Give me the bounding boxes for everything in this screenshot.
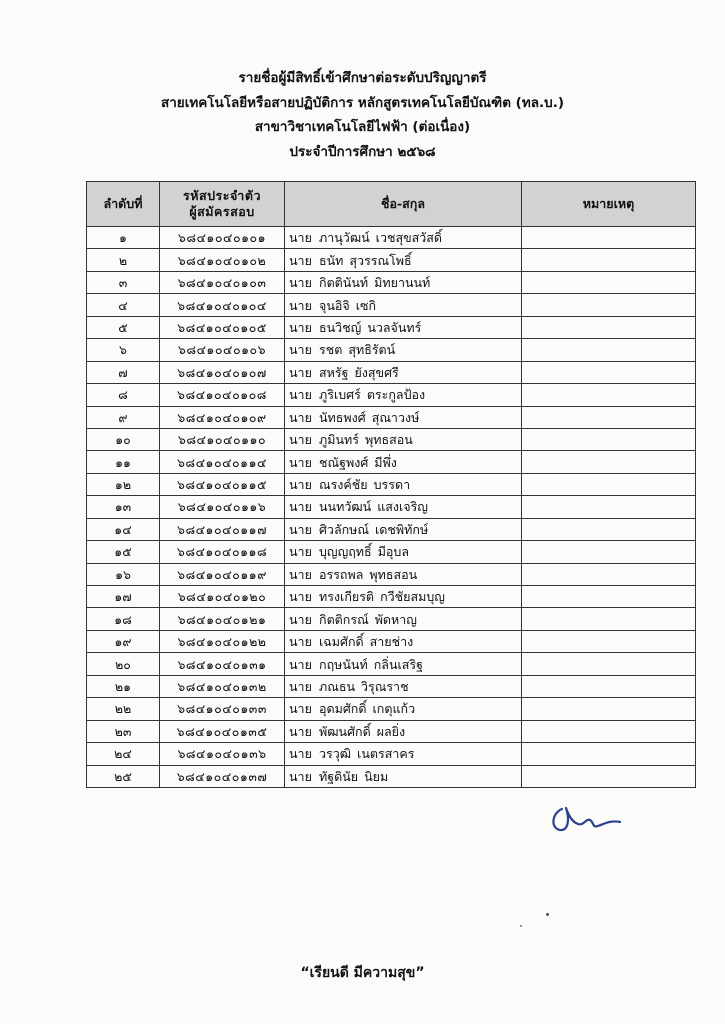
cell-note <box>522 541 696 563</box>
table-row <box>87 765 696 787</box>
cell-note <box>522 630 696 652</box>
header-id-line-2: ผู้สมัครสอบ <box>189 204 255 219</box>
cell-applicant-id: ๖๘๔๑๐๔๐๑๓๕ <box>160 720 285 742</box>
cell-note <box>522 406 696 428</box>
cell-applicant-id: ๖๘๔๑๐๔๐๑๒๑ <box>160 608 285 630</box>
name-prefix: นาย <box>289 678 312 694</box>
cell-no: ๒๑ <box>87 675 160 697</box>
cell-name <box>285 294 522 316</box>
first-name: ณรงค์ชัย <box>319 477 368 493</box>
cell-no: ๑๕ <box>87 541 160 563</box>
name-prefix: นาย <box>289 521 312 537</box>
table-row <box>87 608 696 630</box>
name-prefix: นาย <box>289 387 312 403</box>
first-name: อรรถพล <box>319 566 364 582</box>
signature-mark <box>548 800 628 840</box>
last-name: เนตรสาคร <box>357 746 415 762</box>
cell-applicant-id: ๖๘๔๑๐๔๐๑๐๗ <box>160 361 285 383</box>
cell-applicant-id: ๖๘๔๑๐๔๐๑๐๖ <box>160 339 285 361</box>
cell-applicant-id: ๖๘๔๑๐๔๐๑๐๕ <box>160 316 285 338</box>
cell-name <box>285 496 522 518</box>
cell-applicant-id: ๖๘๔๑๐๔๐๑๑๘ <box>160 541 285 563</box>
first-name: นนทวัฒน์ <box>319 499 372 515</box>
first-name: ศิวลักษณ์ <box>319 521 370 537</box>
name-prefix: นาย <box>289 566 312 582</box>
header-no: ลำดับที่ <box>87 182 160 227</box>
cell-no: ๑ <box>87 227 160 249</box>
first-name: บุญญฤทธิ์ <box>319 544 372 560</box>
name-prefix: นาย <box>289 723 312 739</box>
cell-note <box>522 473 696 495</box>
first-name: ภูมินทร์ <box>319 432 359 448</box>
cell-name <box>285 473 522 495</box>
last-name: ผลยิ่ง <box>376 723 406 739</box>
first-name: ภณธน <box>319 678 356 694</box>
last-name: เดชพิทักษ์ <box>375 521 429 537</box>
cell-applicant-id: ๖๘๔๑๐๔๐๑๓๖ <box>160 743 285 765</box>
cell-name <box>285 630 522 652</box>
name-prefix: นาย <box>289 634 312 650</box>
cell-note <box>522 496 696 518</box>
table-row <box>87 541 696 563</box>
last-name: แสงเจริญ <box>377 499 428 515</box>
first-name: สหรัฐ <box>319 364 349 380</box>
name-prefix: นาย <box>289 409 312 425</box>
cell-name <box>285 608 522 630</box>
name-prefix: นาย <box>289 589 312 605</box>
name-prefix: นาย <box>289 656 312 672</box>
first-name: ธนัท <box>319 252 344 268</box>
last-name: นิยม <box>364 768 389 784</box>
cell-no: ๑๑ <box>87 451 160 473</box>
cell-no: ๑๒ <box>87 473 160 495</box>
table-row <box>87 361 696 383</box>
cell-name <box>285 451 522 473</box>
table-row <box>87 227 696 249</box>
first-name: ภานุวัฒน์ <box>319 230 370 246</box>
name-prefix: นาย <box>289 364 312 380</box>
cell-applicant-id: ๖๘๔๑๐๔๐๑๓๒ <box>160 675 285 697</box>
first-name: รชต <box>319 342 343 358</box>
table-row <box>87 630 696 652</box>
table-row <box>87 496 696 518</box>
cell-note <box>522 361 696 383</box>
speck-mark <box>520 925 522 927</box>
first-name: ธนวิชญ์ <box>319 319 362 335</box>
cell-applicant-id: ๖๘๔๑๐๔๐๑๐๙ <box>160 406 285 428</box>
cell-name <box>285 518 522 540</box>
cell-applicant-id: ๖๘๔๑๐๔๐๑๓๗ <box>160 765 285 787</box>
table-row <box>87 698 696 720</box>
last-name: ยังสุขศรี <box>354 364 399 380</box>
cell-no: ๑๐ <box>87 428 160 450</box>
cell-note <box>522 608 696 630</box>
cell-name <box>285 339 522 361</box>
first-name: ชณัฐพงศ์ <box>319 454 369 470</box>
cell-note <box>522 384 696 406</box>
last-name: เกตุแก้ว <box>372 701 416 717</box>
cell-name <box>285 316 522 338</box>
cell-no: ๒๓ <box>87 720 160 742</box>
cell-applicant-id: ๖๘๔๑๐๔๐๑๑๐ <box>160 428 285 450</box>
cell-name <box>285 563 522 585</box>
cell-note <box>522 316 696 338</box>
table-row <box>87 473 696 495</box>
cell-no: ๕ <box>87 316 160 338</box>
header-row <box>87 182 696 227</box>
last-name: บรรดา <box>373 477 411 493</box>
cell-applicant-id: ๖๘๔๑๐๔๐๑๐๔ <box>160 294 285 316</box>
table-row <box>87 271 696 293</box>
table-row <box>87 428 696 450</box>
cell-name <box>285 675 522 697</box>
cell-no: ๓ <box>87 271 160 293</box>
last-name: นวลจันทร์ <box>367 319 422 335</box>
last-name: มิทยานนท์ <box>374 275 431 291</box>
name-prefix: นาย <box>289 252 312 268</box>
heading-line-3: สาขาวิชาเทคโนโลยีไฟฟ้า (ต่อเนื่อง) <box>254 119 471 135</box>
cell-note <box>522 765 696 787</box>
table-row <box>87 451 696 473</box>
speck-mark <box>546 913 549 916</box>
cell-note <box>522 518 696 540</box>
cell-note <box>522 294 696 316</box>
first-name: กิตตินันท์ <box>319 275 369 291</box>
first-name: จุนอิจิ <box>319 297 350 313</box>
last-name: สุณาวงษ์ <box>371 409 420 425</box>
last-name: มีพึ่ง <box>374 454 397 470</box>
first-name: พัฒนศักดิ์ <box>319 723 371 739</box>
cell-applicant-id: ๖๘๔๑๐๔๐๑๓๓ <box>160 698 285 720</box>
table-row <box>87 249 696 271</box>
cell-no: ๙ <box>87 406 160 428</box>
cell-name <box>285 227 522 249</box>
first-name: อุดมศักดิ์ <box>319 701 367 717</box>
table-body <box>87 227 696 788</box>
name-prefix: นาย <box>289 701 312 717</box>
cell-applicant-id: ๖๘๔๑๐๔๐๑๐๑ <box>160 227 285 249</box>
cell-note <box>522 586 696 608</box>
last-name: สุวรรณโพธิ์ <box>349 252 412 268</box>
table-header <box>87 182 696 227</box>
last-name: กลิ่นเสริฐ <box>373 656 424 672</box>
cell-applicant-id: ๖๘๔๑๐๔๐๑๐๒ <box>160 249 285 271</box>
cell-name <box>285 406 522 428</box>
cell-applicant-id: ๖๘๔๑๐๔๐๑๓๑ <box>160 653 285 675</box>
cell-note <box>522 698 696 720</box>
cell-no: ๑๙ <box>87 630 160 652</box>
heading-line-2: สายเทคโนโลยีหรือสายปฏิบัติการ หลักสูตรเทคโนโลยีบัณฑิต (ทล.บ.) <box>160 94 565 111</box>
cell-name <box>285 541 522 563</box>
table-row <box>87 675 696 697</box>
cell-no: ๑๔ <box>87 518 160 540</box>
table-row <box>87 316 696 338</box>
last-name: เซกิ <box>355 297 377 313</box>
cell-applicant-id: ๖๘๔๑๐๔๐๑๑๙ <box>160 563 285 585</box>
cell-name <box>285 720 522 742</box>
cell-name <box>285 698 522 720</box>
name-prefix: นาย <box>289 319 312 335</box>
last-name: กวีชัยสมบุญ <box>380 589 445 605</box>
cell-name <box>285 653 522 675</box>
table-row <box>87 406 696 428</box>
name-prefix: นาย <box>289 230 312 246</box>
last-name: พุทธสอน <box>364 432 413 448</box>
table-row <box>87 720 696 742</box>
first-name: ภูริเบศร์ <box>319 387 361 403</box>
table-row <box>87 384 696 406</box>
name-prefix: นาย <box>289 477 312 493</box>
cell-note <box>522 720 696 742</box>
table-row <box>87 518 696 540</box>
last-name: พัดหาญ <box>374 611 417 627</box>
name-prefix: นาย <box>289 499 312 515</box>
cell-note <box>522 653 696 675</box>
table-row <box>87 586 696 608</box>
name-prefix: นาย <box>289 342 312 358</box>
cell-applicant-id: ๖๘๔๑๐๔๐๑๑๖ <box>160 496 285 518</box>
cell-applicant-id: ๖๘๔๑๐๔๐๑๒๐ <box>160 586 285 608</box>
last-name: วิรุณราช <box>361 678 409 694</box>
cell-no: ๑๘ <box>87 608 160 630</box>
name-prefix: นาย <box>289 454 312 470</box>
cell-no: ๒๐ <box>87 653 160 675</box>
cell-applicant-id: ๖๘๔๑๐๔๐๑๐๓ <box>160 271 285 293</box>
footer-motto: “เรียนดี มีความสุข” <box>300 965 425 981</box>
last-name: มีอุบล <box>377 544 410 560</box>
heading-line-1: รายชื่อผู้มีสิทธิ์เข้าศึกษาต่อระดับปริญญาตรี <box>238 70 487 86</box>
last-name: ตระกูลป้อง <box>366 387 426 403</box>
cell-name <box>285 249 522 271</box>
document-heading <box>0 66 725 164</box>
cell-note <box>522 249 696 271</box>
cell-name <box>285 743 522 765</box>
first-name: วรวุฒิ <box>319 746 352 762</box>
cell-note <box>522 227 696 249</box>
cell-no: ๒ <box>87 249 160 271</box>
name-prefix: นาย <box>289 544 312 560</box>
cell-applicant-id: ๖๘๔๑๐๔๐๑๑๕ <box>160 473 285 495</box>
table-row <box>87 743 696 765</box>
first-name: กิตติกรณ์ <box>319 611 369 627</box>
header-id <box>160 182 285 227</box>
cell-no: ๑๖ <box>87 563 160 585</box>
cell-name <box>285 765 522 787</box>
cell-note <box>522 451 696 473</box>
first-name: กฤษนันท์ <box>319 656 368 672</box>
cell-name <box>285 384 522 406</box>
cell-no: ๗ <box>87 361 160 383</box>
name-prefix: นาย <box>289 768 312 784</box>
cell-note <box>522 271 696 293</box>
last-name: พุทธสอน <box>369 566 418 582</box>
last-name: สายช่าง <box>369 634 414 650</box>
cell-no: ๘ <box>87 384 160 406</box>
cell-name <box>285 361 522 383</box>
cell-no: ๒๒ <box>87 698 160 720</box>
cell-note <box>522 563 696 585</box>
header-note: หมายเหตุ <box>522 182 696 227</box>
cell-name <box>285 428 522 450</box>
last-name: เวชสุขสวัสดิ์ <box>375 230 443 246</box>
cell-note <box>522 743 696 765</box>
first-name: ทัฐดินัย <box>319 768 359 784</box>
cell-no: ๑๓ <box>87 496 160 518</box>
header-id-line-1: รหัสประจำตัว <box>183 188 261 203</box>
header-name: ชื่อ-สกุล <box>285 182 522 227</box>
table-row <box>87 339 696 361</box>
cell-note <box>522 675 696 697</box>
table-row <box>87 294 696 316</box>
cell-note <box>522 428 696 450</box>
table-row <box>87 653 696 675</box>
name-prefix: นาย <box>289 432 312 448</box>
name-prefix: นาย <box>289 746 312 762</box>
cell-no: ๒๕ <box>87 765 160 787</box>
applicant-table <box>86 181 696 788</box>
cell-no: ๔ <box>87 294 160 316</box>
first-name: นัทธพงศ์ <box>319 409 366 425</box>
cell-applicant-id: ๖๘๔๑๐๔๐๑๐๘ <box>160 384 285 406</box>
cell-name <box>285 586 522 608</box>
cell-no: ๑๗ <box>87 586 160 608</box>
cell-name <box>285 271 522 293</box>
cell-no: ๖ <box>87 339 160 361</box>
cell-applicant-id: ๖๘๔๑๐๔๐๑๑๗ <box>160 518 285 540</box>
name-prefix: นาย <box>289 611 312 627</box>
cell-applicant-id: ๖๘๔๑๐๔๐๑๑๔ <box>160 451 285 473</box>
table-row <box>87 563 696 585</box>
name-prefix: นาย <box>289 297 312 313</box>
heading-line-4: ประจำปีการศึกษา ๒๕๖๘ <box>289 143 436 160</box>
cell-applicant-id: ๖๘๔๑๐๔๐๑๒๒ <box>160 630 285 652</box>
cell-no: ๒๔ <box>87 743 160 765</box>
name-prefix: นาย <box>289 275 312 291</box>
first-name: ทรงเกียรติ <box>319 589 375 605</box>
cell-note <box>522 339 696 361</box>
first-name: เฉมศักดิ์ <box>319 634 364 650</box>
last-name: สุทธิรัตน์ <box>348 342 396 358</box>
